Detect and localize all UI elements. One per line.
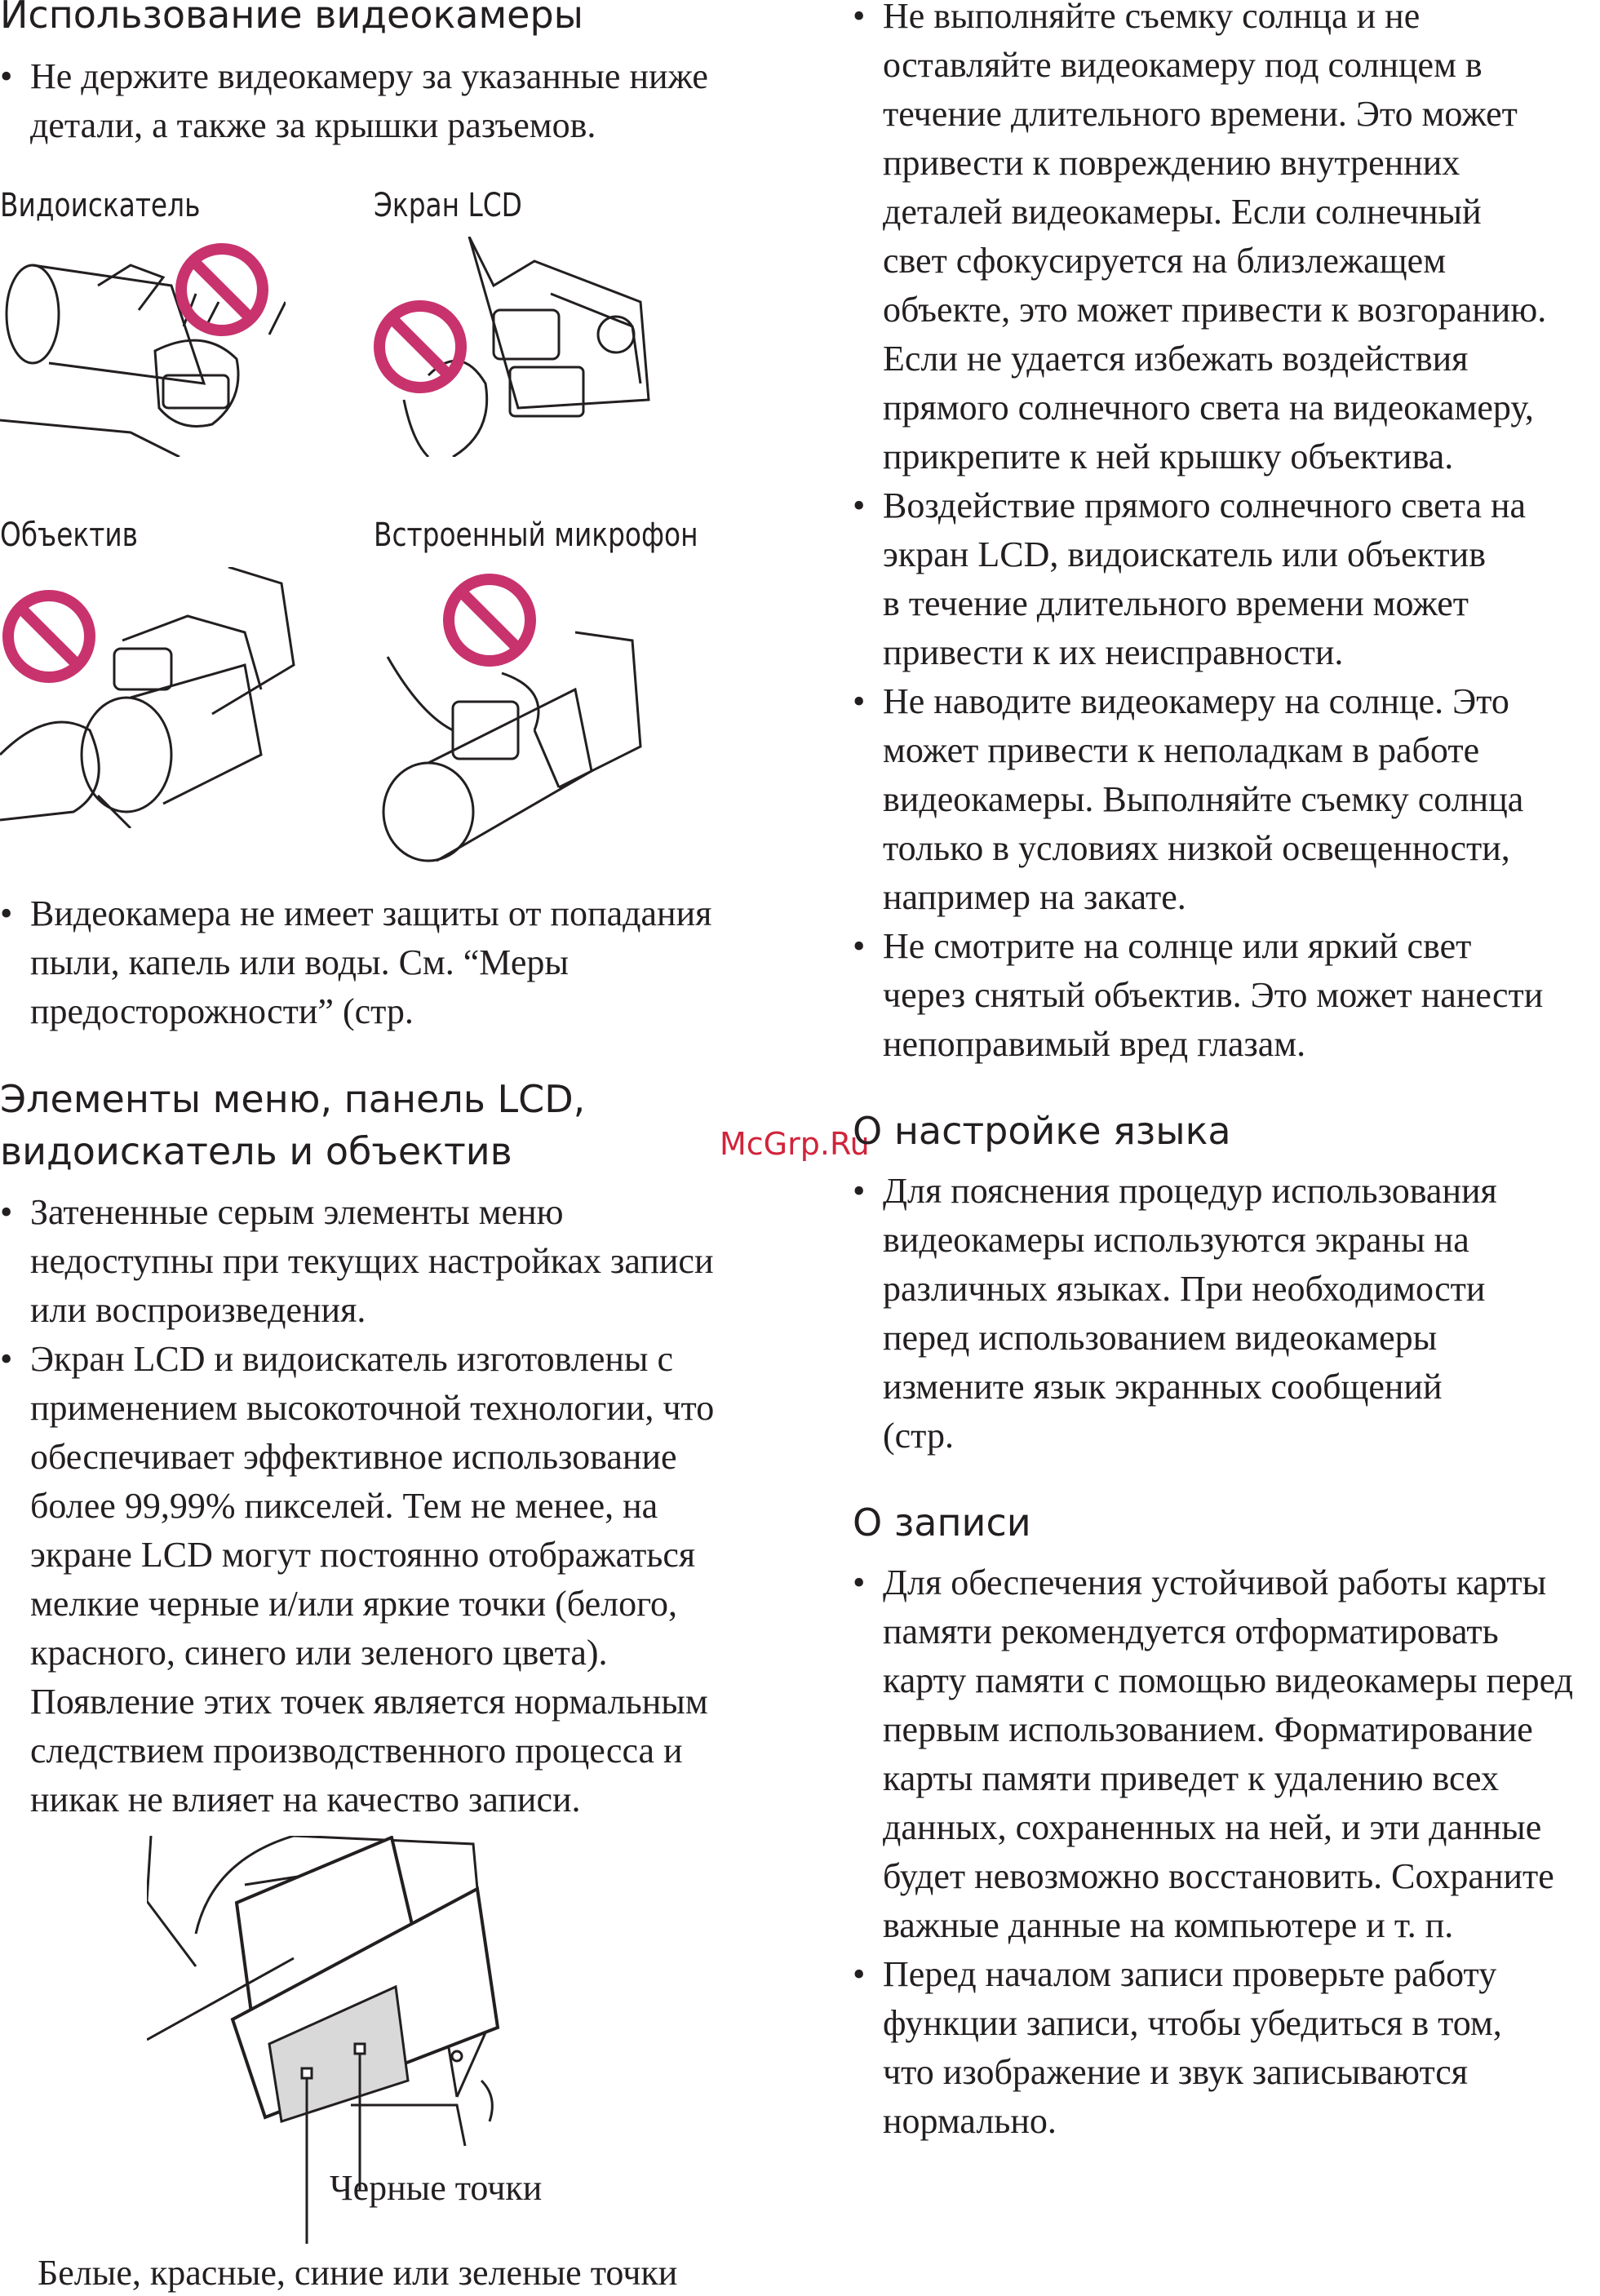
prohibition-icon xyxy=(449,579,530,661)
bullet-grayed-menu xyxy=(0,1188,783,1335)
bullet-text: Экран LCD и видоискатель изготовлены с применением высокоточной технологии, что обеспечивает эффективное использование более 99,99% пикселей. Тем не менее, на экране LCD могут постоянно отображаться мелкие черные и/или яркие точки (белого, красного, синего или зеленого цвета). Появление этих точек является нормальным следствием производственного процесса и никак не влияет на качество записи. xyxy=(30,1339,715,1820)
caption-mic: Встроенный микрофон xyxy=(374,516,698,554)
lcd-panel xyxy=(147,1837,498,2121)
bright-dot-marker xyxy=(355,2044,365,2054)
bullet-dot: • xyxy=(0,893,13,933)
bullet-dot: • xyxy=(853,1954,866,1994)
bullet-dot: • xyxy=(0,1339,13,1379)
bullet-text: Затененные серым элементы меню недоступны при текущих настройках записи или воспроизведения. xyxy=(30,1192,714,1330)
bullet-text: Для пояснения процедур использования видеокамеры используются экраны на различных языках. При необходимости перед использованием видеокамеры измените язык экранных сообщений (стр. xyxy=(883,1171,1497,1456)
section-heading-menu-lcd-line2: видоискатель и объектив xyxy=(0,1129,512,1173)
bullet-text: Перед началом записи проверьте работу функции записи, чтобы убедиться в том, что изображение и звук записываются нормально. xyxy=(883,1954,1502,2141)
bullet-dot: • xyxy=(853,0,866,36)
caption-viewfinder: Видоискатель xyxy=(0,187,201,224)
section-heading-language: О настройке языка xyxy=(853,1109,1231,1153)
bullet-test-recording xyxy=(853,1950,1600,2146)
bullet-no-aim-sun xyxy=(853,677,1600,922)
figure-viewfinder xyxy=(0,237,286,457)
bullet-sun-exposure xyxy=(853,481,1600,677)
bullet-format-card xyxy=(853,1558,1600,1950)
prohibition-icon xyxy=(181,249,263,330)
bullet-language xyxy=(853,1167,1600,1460)
figure-lcd xyxy=(371,237,681,457)
bullet-text: Не смотрите на солнце или яркий свет через снятый объектив. Это может нанести непоправимый вред глазам. xyxy=(883,926,1544,1064)
camera-drawing xyxy=(383,632,640,861)
camera-drawing xyxy=(404,237,649,457)
prohibition-icon xyxy=(379,306,461,388)
bullet-text: Не держите видеокамеру за указанные ниже детали, а также за крышки разъемов. xyxy=(30,56,708,145)
bullet-dot: • xyxy=(853,926,866,966)
black-dot-marker xyxy=(302,2068,312,2078)
section-heading-recording: О записи xyxy=(853,1500,1031,1545)
watermark: McGrp.Ru xyxy=(720,1126,870,1162)
camera-drawing xyxy=(0,567,294,828)
bullet-eye-danger xyxy=(853,922,1600,1069)
bullet-text: Не выполняйте съемку солнца и не оставляйте видеокамеру под солнцем в течение длительного времени. Это может привести к повреждению внутренних деталей видеокамеры. Если солнечный свет сфокусируется на близлежащем объекте, это может привести к возгоранию. Если не удается избежать воздействия прямого солнечного света на видеокамеру, прикрепите к ней крышку объектива. xyxy=(883,0,1547,476)
bullet-dust-warning xyxy=(0,889,783,1036)
bullet-dot: • xyxy=(0,1192,13,1232)
bullet-hold-warning xyxy=(0,52,783,150)
bullet-dot: • xyxy=(853,1171,866,1211)
bullet-text: Для обеспечения устойчивой работы карты памяти рекомендуется отформатировать карту памяти с помощью видеокамеры перед первым использованием. Форматирование карты памяти приведет к удалению всех данных, сохраненных на ней, и эти данные будет невозможно восстановить. Сохраните важные данные на компьютере и т. п. xyxy=(883,1562,1573,1945)
bullet-text: Не наводите видеокамеру на солнце. Это может привести к неполадкам в работе видеокамеры. Выполняйте съемку солнца только в условиях низкой освещенности, например на закате. xyxy=(883,681,1524,917)
caption-lcd: Экран LCD xyxy=(374,187,522,224)
figure-lens xyxy=(0,567,310,828)
bullet-sun-shooting xyxy=(853,0,1600,481)
bullet-dot: • xyxy=(853,1562,866,1602)
section-heading-menu-lcd-line1: Элементы меню, панель LCD, xyxy=(0,1077,586,1121)
bullet-dot: • xyxy=(853,485,866,525)
bullet-lcd-pixels xyxy=(0,1335,783,1824)
bullet-dot: • xyxy=(0,56,13,96)
camera-drawing xyxy=(0,265,286,457)
bullet-text: Воздействие прямого солнечного света на экран LCD, видоискатель или объектив в течение длительного времени может привести к их неисправности. xyxy=(883,485,1527,672)
caption-lens: Объектив xyxy=(0,516,138,554)
label-colored-dots: Белые, красные, синие или зеленые точки xyxy=(38,2253,678,2293)
figure-mic xyxy=(371,567,649,869)
label-black-dots: Черные точки xyxy=(330,2168,543,2208)
bullet-text: Видеокамера не имеет защиты от попадания пыли, капель или воды. См. “Меры предосторожности” (стр. xyxy=(30,893,712,1031)
prohibition-icon xyxy=(8,596,90,677)
section-heading-camera-use: Использование видеокамеры xyxy=(0,0,583,37)
bullet-dot: • xyxy=(853,681,866,721)
